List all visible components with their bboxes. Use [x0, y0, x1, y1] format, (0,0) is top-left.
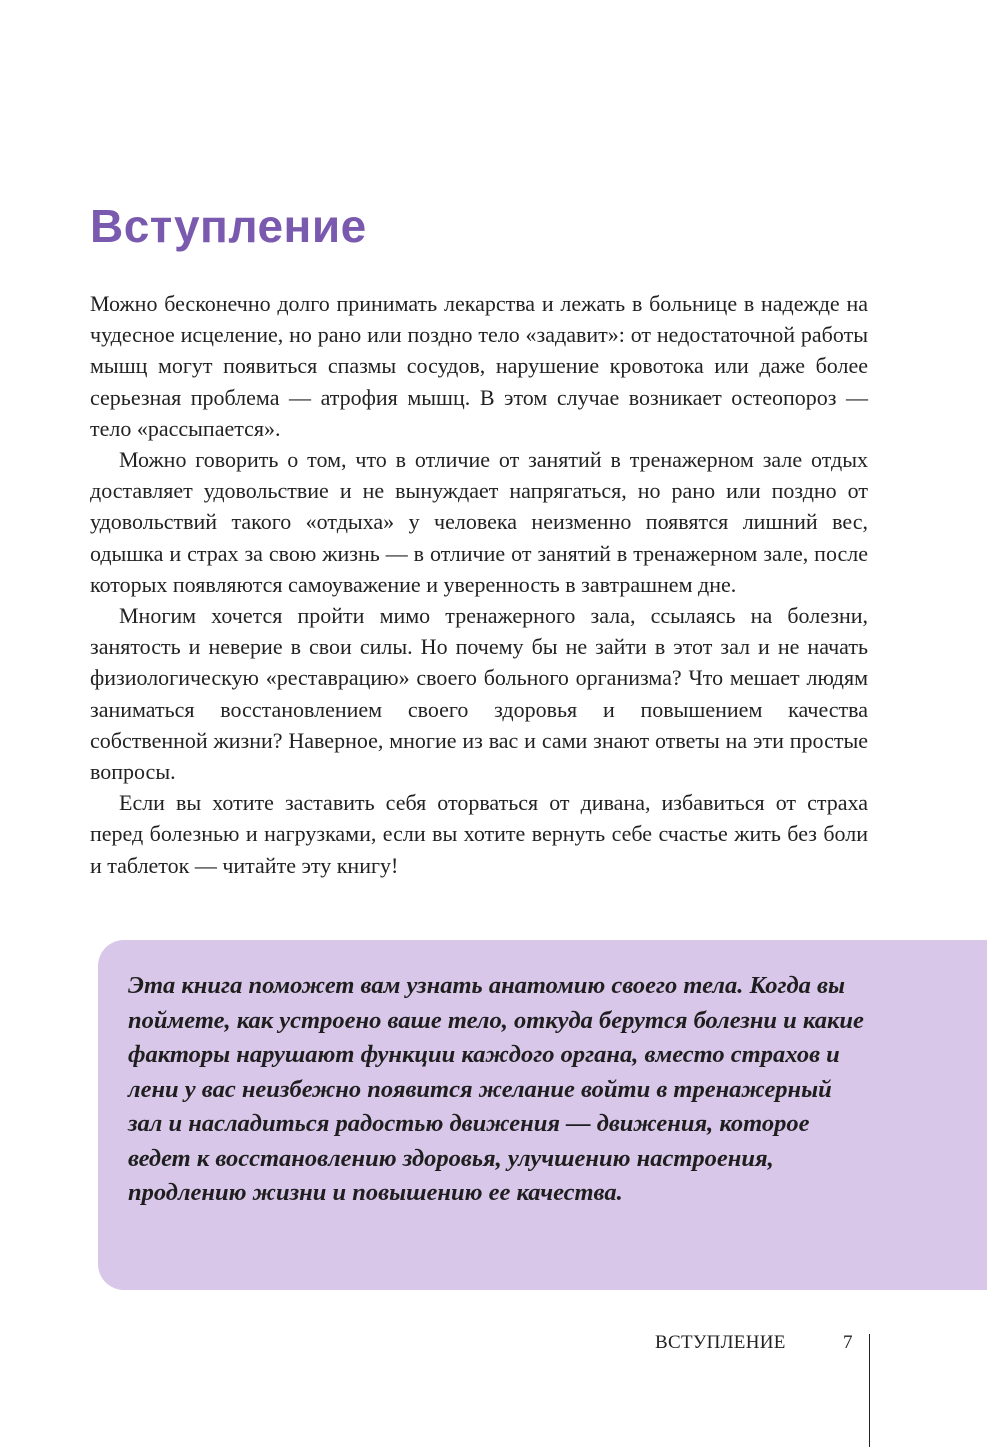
page-number: 7 [843, 1332, 853, 1353]
callout-box [98, 940, 987, 1290]
paragraph-2: Можно говорить о том, что в отличие от занятий в тренажерном зале отдых доставляет удовольствие и не вынуждает напрягаться, но рано или поздно от удовольствий такого «отдыха» у человека неизменно появятся лишний вес, одышка и страх за свою жизнь — в отличие от занятий в тренажерном зале, после которых появляются самоуважение и уверенность в завтрашнем дне. [90, 447, 868, 597]
running-footer-section: ВСТУПЛЕНИЕ [655, 1332, 786, 1353]
callout-text: Эта книга поможет вам узнать анатомию своего тела. Когда вы поймете, как устроено ваше тело, откуда берутся болезни и какие факторы нарушают функции каждого органа, вместо страхов и лени у вас неизбежно появится желание войти в тренажерный зал и насладиться радостью движения — движения, которое ведет к восстановлению здоровья, улучшению настроения, продлению жизни и повышению ее качества. [128, 972, 864, 1206]
paragraph-3: Многим хочется пройти мимо тренажерного зала, ссылаясь на болезни, занятость и неверие в свои силы. Но почему бы не зайти в этот зал и не начать физиологическую «реставрацию» своего больного организма? Что мешает людям заниматься восстановлением своего здоровья и повышением качества собственной жизни? Наверное, многие из вас и сами знают ответы на эти простые вопросы. [90, 603, 868, 785]
footer-vertical-rule [869, 1334, 870, 1447]
paragraph-4: Если вы хотите заставить себя оторваться от дивана, избавиться от страха перед болезнью и нагрузками, если вы хотите вернуть себе счастье жить без боли и таблеток — читайте эту книгу! [90, 790, 868, 878]
body-text [90, 288, 868, 881]
paragraph-1: Можно бесконечно долго принимать лекарства и лежать в больнице в надежде на чудесное исцеление, но рано или поздно тело «задавит»: от недостаточной работы мышц могут появиться спазмы сосудов, нарушение кровотока или даже более серьезная проблема — атрофия мышц. В этом случае возникает остеопороз — тело «рассыпается». [90, 291, 868, 441]
chapter-title: Вступление [90, 200, 367, 252]
